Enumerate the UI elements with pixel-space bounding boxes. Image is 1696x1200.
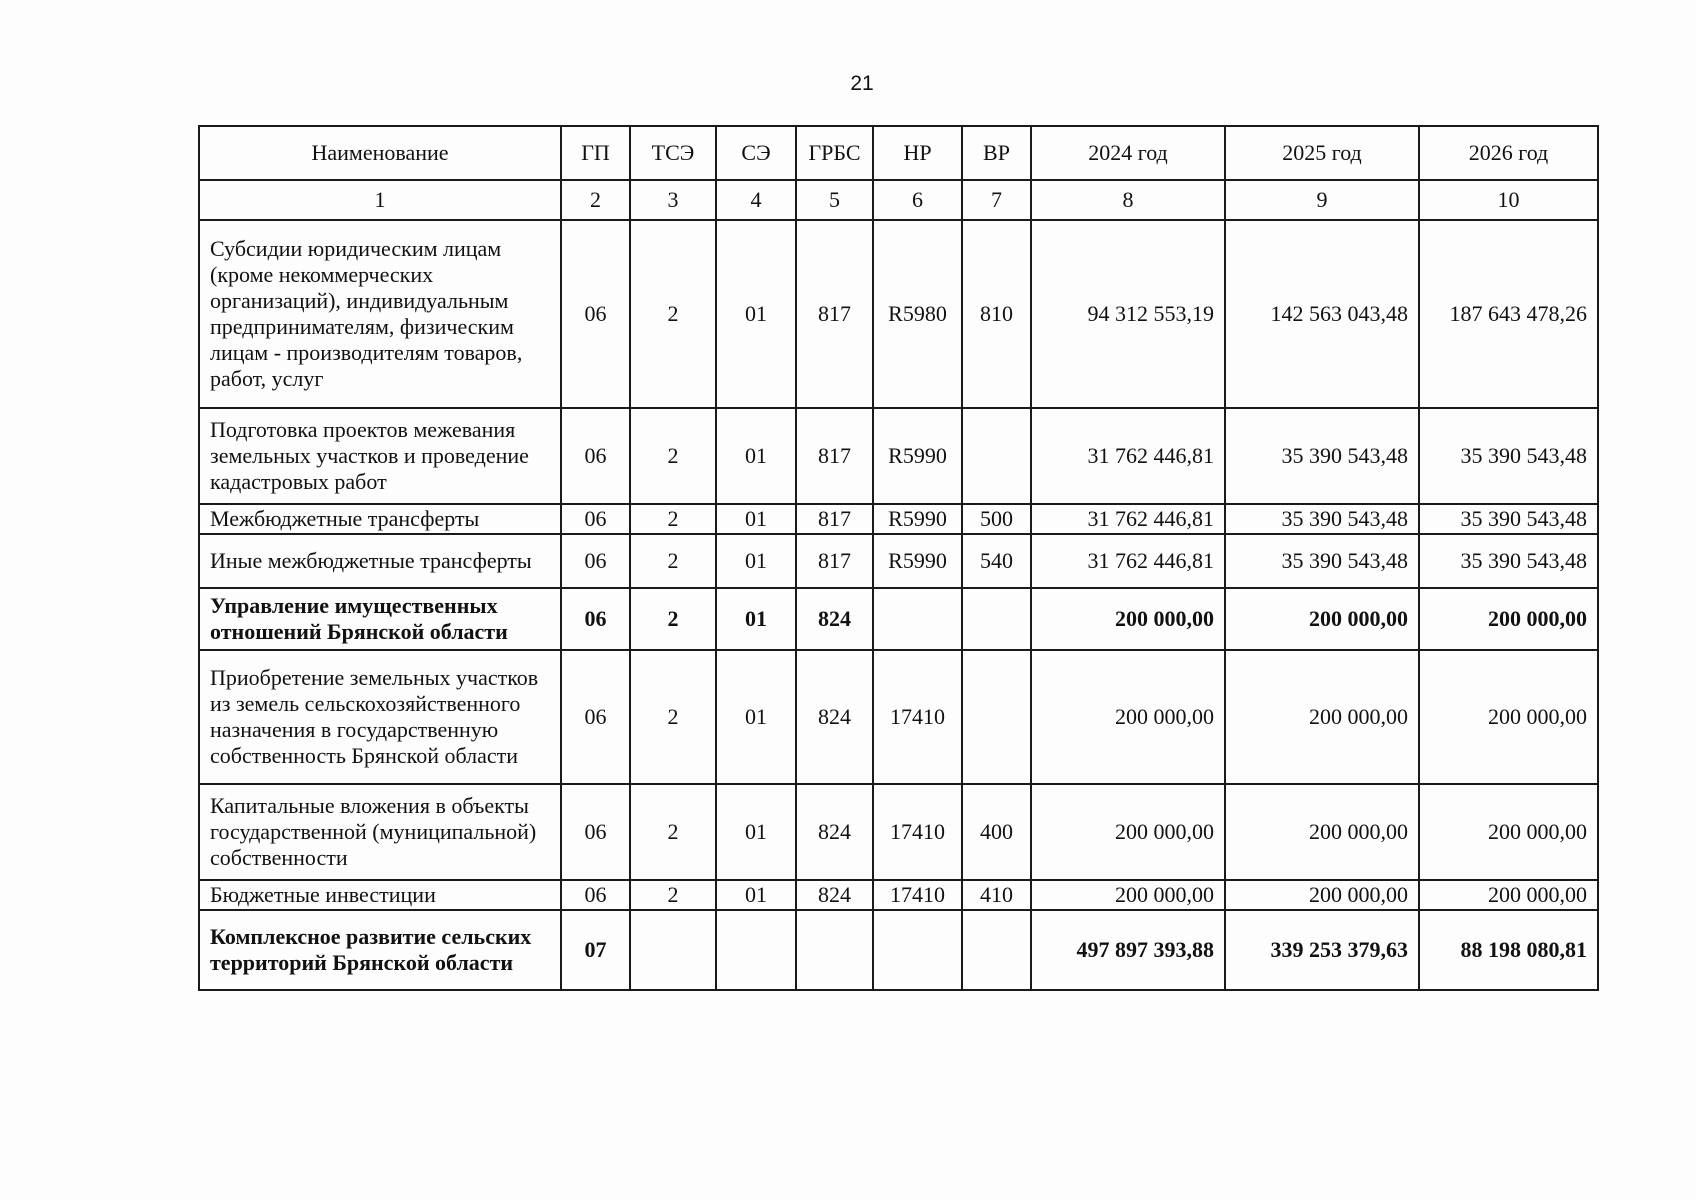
cell-se: 01 — [716, 220, 796, 408]
cell-2025: 200 000,00 — [1225, 588, 1419, 650]
cell-se: 01 — [716, 504, 796, 534]
cell-2026: 200 000,00 — [1419, 588, 1598, 650]
budget-table — [198, 125, 1599, 991]
table-row-section — [199, 910, 1598, 990]
column-number: 6 — [873, 180, 962, 220]
cell-2024: 200 000,00 — [1031, 784, 1225, 880]
table-row-section — [199, 588, 1598, 650]
cell-se: 01 — [716, 588, 796, 650]
cell-2026: 35 390 543,48 — [1419, 408, 1598, 504]
header-gp: ГП — [561, 126, 630, 180]
cell-gp: 06 — [561, 408, 630, 504]
cell-grbs: 817 — [796, 220, 873, 408]
cell-vr: 810 — [962, 220, 1031, 408]
cell-2025: 35 390 543,48 — [1225, 534, 1419, 588]
row-name: Комплексное развитие сельских территорий Брянской области — [199, 910, 561, 990]
cell-gp: 07 — [561, 910, 630, 990]
row-name: Бюджетные инвестиции — [199, 880, 561, 910]
cell-2026: 200 000,00 — [1419, 650, 1598, 784]
page-number: 21 — [850, 72, 874, 95]
row-name: Иные межбюджетные трансферты — [199, 534, 561, 588]
cell-2026: 35 390 543,48 — [1419, 504, 1598, 534]
header-nr: НР — [873, 126, 962, 180]
table-row — [199, 784, 1598, 880]
cell-gp: 06 — [561, 880, 630, 910]
cell-nr: R5990 — [873, 534, 962, 588]
cell-2024: 200 000,00 — [1031, 650, 1225, 784]
row-name: Субсидии юридическим лицам (кроме некоммерческих организаций), индивидуальным предпринимателям, физическим лицам - производителям товаров, работ, услуг — [199, 220, 561, 408]
header-tse: ТСЭ — [630, 126, 716, 180]
cell-grbs: 824 — [796, 588, 873, 650]
header-2025: 2025 год — [1225, 126, 1419, 180]
cell-tse: 2 — [630, 880, 716, 910]
cell-2025: 339 253 379,63 — [1225, 910, 1419, 990]
cell-grbs: 824 — [796, 650, 873, 784]
cell-vr: 400 — [962, 784, 1031, 880]
column-number: 10 — [1419, 180, 1598, 220]
cell-nr — [873, 588, 962, 650]
cell-2026: 200 000,00 — [1419, 880, 1598, 910]
cell-tse: 2 — [630, 408, 716, 504]
cell-2026: 35 390 543,48 — [1419, 534, 1598, 588]
cell-2024: 31 762 446,81 — [1031, 504, 1225, 534]
column-number-row — [199, 180, 1598, 220]
cell-grbs: 817 — [796, 534, 873, 588]
cell-nr: R5990 — [873, 408, 962, 504]
cell-2024: 94 312 553,19 — [1031, 220, 1225, 408]
cell-vr: 500 — [962, 504, 1031, 534]
cell-se: 01 — [716, 408, 796, 504]
cell-2025: 200 000,00 — [1225, 650, 1419, 784]
cell-gp: 06 — [561, 784, 630, 880]
cell-se: 01 — [716, 534, 796, 588]
cell-vr — [962, 910, 1031, 990]
table-row — [199, 534, 1598, 588]
column-number: 4 — [716, 180, 796, 220]
header-row — [199, 126, 1598, 180]
table-row — [199, 880, 1598, 910]
row-name: Межбюджетные трансферты — [199, 504, 561, 534]
cell-2026: 88 198 080,81 — [1419, 910, 1598, 990]
cell-2026: 200 000,00 — [1419, 784, 1598, 880]
cell-se: 01 — [716, 650, 796, 784]
cell-se — [716, 910, 796, 990]
column-number: 5 — [796, 180, 873, 220]
cell-vr — [962, 588, 1031, 650]
column-number: 2 — [561, 180, 630, 220]
cell-grbs — [796, 910, 873, 990]
cell-nr — [873, 910, 962, 990]
cell-se: 01 — [716, 784, 796, 880]
cell-2026: 187 643 478,26 — [1419, 220, 1598, 408]
cell-grbs: 817 — [796, 408, 873, 504]
cell-se: 01 — [716, 880, 796, 910]
header-2026: 2026 год — [1419, 126, 1598, 180]
cell-tse — [630, 910, 716, 990]
cell-tse: 2 — [630, 534, 716, 588]
column-number: 8 — [1031, 180, 1225, 220]
row-name: Подготовка проектов межевания земельных участков и проведение кадастровых работ — [199, 408, 561, 504]
column-number: 1 — [199, 180, 561, 220]
column-number: 7 — [962, 180, 1031, 220]
cell-tse: 2 — [630, 504, 716, 534]
table-row — [199, 504, 1598, 534]
cell-2025: 35 390 543,48 — [1225, 408, 1419, 504]
cell-vr: 540 — [962, 534, 1031, 588]
header-grbs: ГРБС — [796, 126, 873, 180]
table-row — [199, 408, 1598, 504]
cell-nr: 17410 — [873, 880, 962, 910]
row-name: Приобретение земельных участков из земель сельскохозяйственного назначения в государственную собственность Брянской области — [199, 650, 561, 784]
row-name: Капитальные вложения в объекты государственной (муниципальной) собственности — [199, 784, 561, 880]
cell-2024: 31 762 446,81 — [1031, 534, 1225, 588]
cell-gp: 06 — [561, 220, 630, 408]
header-vr: ВР — [962, 126, 1031, 180]
table-row — [199, 220, 1598, 408]
cell-vr — [962, 408, 1031, 504]
cell-nr: 17410 — [873, 650, 962, 784]
cell-2024: 200 000,00 — [1031, 880, 1225, 910]
cell-tse: 2 — [630, 650, 716, 784]
cell-2024: 31 762 446,81 — [1031, 408, 1225, 504]
cell-nr: R5980 — [873, 220, 962, 408]
cell-tse: 2 — [630, 220, 716, 408]
header-name: Наименование — [199, 126, 561, 180]
cell-grbs: 824 — [796, 880, 873, 910]
column-number: 9 — [1225, 180, 1419, 220]
cell-vr — [962, 650, 1031, 784]
header-se: СЭ — [716, 126, 796, 180]
row-name: Управление имущественных отношений Брянской области — [199, 588, 561, 650]
cell-gp: 06 — [561, 504, 630, 534]
cell-2025: 200 000,00 — [1225, 784, 1419, 880]
cell-2025: 200 000,00 — [1225, 880, 1419, 910]
cell-tse: 2 — [630, 588, 716, 650]
cell-gp: 06 — [561, 588, 630, 650]
cell-grbs: 817 — [796, 504, 873, 534]
table-row — [199, 650, 1598, 784]
cell-nr: R5990 — [873, 504, 962, 534]
header-2024: 2024 год — [1031, 126, 1225, 180]
column-number: 3 — [630, 180, 716, 220]
cell-2025: 35 390 543,48 — [1225, 504, 1419, 534]
cell-2024: 200 000,00 — [1031, 588, 1225, 650]
cell-nr: 17410 — [873, 784, 962, 880]
cell-gp: 06 — [561, 534, 630, 588]
cell-vr: 410 — [962, 880, 1031, 910]
cell-gp: 06 — [561, 650, 630, 784]
cell-2024: 497 897 393,88 — [1031, 910, 1225, 990]
cell-grbs: 824 — [796, 784, 873, 880]
cell-tse: 2 — [630, 784, 716, 880]
cell-2025: 142 563 043,48 — [1225, 220, 1419, 408]
